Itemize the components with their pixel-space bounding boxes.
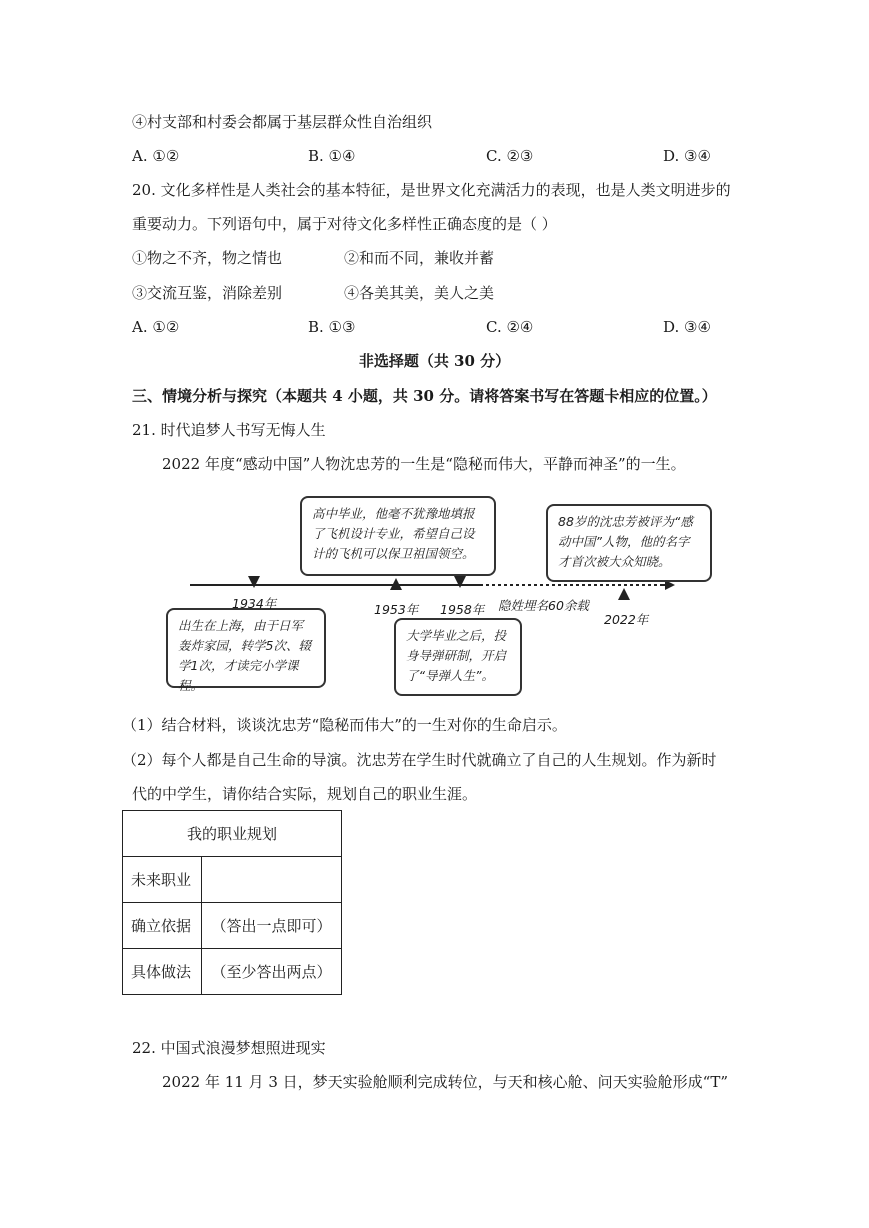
q21-sub1: （1）结合材料，谈谈沈忠芳“隐秘而伟大”的一生对你的生命启示。 (122, 716, 567, 734)
q21-sub2-line2: 代的中学生，请你结合实际，规划自己的职业生涯。 (132, 785, 478, 803)
table-header: 我的职业规划 (123, 811, 342, 857)
q20-item4: ④各美其美，美人之美 (344, 284, 495, 302)
hidden-years-label: 隐姓埋名60余载 (498, 598, 589, 613)
q20-option-c: C. ②④ (486, 318, 534, 336)
q19-item4: ④村支部和村委会都属于基层群众性自治组织 (132, 113, 433, 131)
year-1953: 1953年 (374, 602, 419, 617)
table-row (123, 949, 342, 995)
q21-intro: 2022 年度“感动中国”人物沈忠芳的一生是“隐秘而伟大，平静而神圣”的一生。 (162, 455, 686, 473)
q21-title: 21. 时代追梦人书写无悔人生 (132, 421, 326, 439)
section-title: 非选择题（共 30 分） (358, 352, 511, 370)
timeline-box-1934: 出生在上海，由于日军轰炸家园，转学5次、辍学1次，才读完小学课程。 (166, 608, 326, 688)
timeline-box-1958: 大学毕业之后，投身导弹研制，开启了“导弹人生”。 (394, 618, 522, 696)
q22-title: 22. 中国式浪漫梦想照进现实 (132, 1039, 326, 1057)
row-label-basis: 确立依据 (123, 903, 202, 949)
row-value-basis: （答出一点即可） (202, 903, 342, 949)
career-plan-table (122, 810, 342, 995)
q19-option-a: A. ①② (132, 147, 180, 165)
row-label-career: 未来职业 (123, 857, 202, 903)
q19-option-d: D. ③④ (663, 147, 711, 165)
section-heading: 三、情境分析与探究（本题共 4 小题，共 30 分。请将答案书写在答题卡相应的位置。） (132, 387, 717, 405)
q20-item2: ②和而不同，兼收并蓄 (344, 249, 495, 267)
q20-stem-line2: 重要动力。下列语句中，属于对待文化多样性正确态度的是（ ） (132, 215, 557, 233)
year-1934: 1934年 (232, 596, 277, 611)
q19-option-b: B. ①④ (308, 147, 356, 165)
q21-sub2-line1: （2）每个人都是自己生命的导演。沈忠芳在学生时代就确立了自己的人生规划。作为新时 (122, 751, 717, 769)
year-1958: 1958年 (440, 602, 485, 617)
table-row (123, 903, 342, 949)
q20-option-a: A. ①② (132, 318, 180, 336)
q20-option-d: D. ③④ (663, 318, 711, 336)
q20-stem-line1: 20. 文化多样性是人类社会的基本特征，是世界文化充满活力的表现，也是人类文明进步的 (132, 181, 731, 199)
row-label-actions: 具体做法 (123, 949, 202, 995)
timeline-box-2022: 88岁的沈忠芳被评为“感动中国”人物，他的名字才首次被大众知晓。 (546, 504, 712, 582)
row-value-career (202, 857, 342, 903)
q20-item3: ③交流互鉴，消除差别 (132, 284, 283, 302)
table-row (123, 857, 342, 903)
q20-item1: ①物之不齐，物之情也 (132, 249, 283, 267)
year-2022: 2022年 (604, 612, 649, 627)
timeline-figure (160, 490, 760, 700)
table-row (123, 811, 342, 857)
q20-option-b: B. ①③ (308, 318, 356, 336)
q19-option-c: C. ②③ (486, 147, 534, 165)
timeline-box-1953: 高中毕业，他毫不犹豫地填报了飞机设计专业，希望自己设计的飞机可以保卫祖国领空。 (300, 496, 496, 576)
q22-line1: 2022 年 11 月 3 日，梦天实验舱顺利完成转位，与天和核心舱、问天实验舱形成“T” (162, 1073, 728, 1091)
row-value-actions: （至少答出两点） (202, 949, 342, 995)
